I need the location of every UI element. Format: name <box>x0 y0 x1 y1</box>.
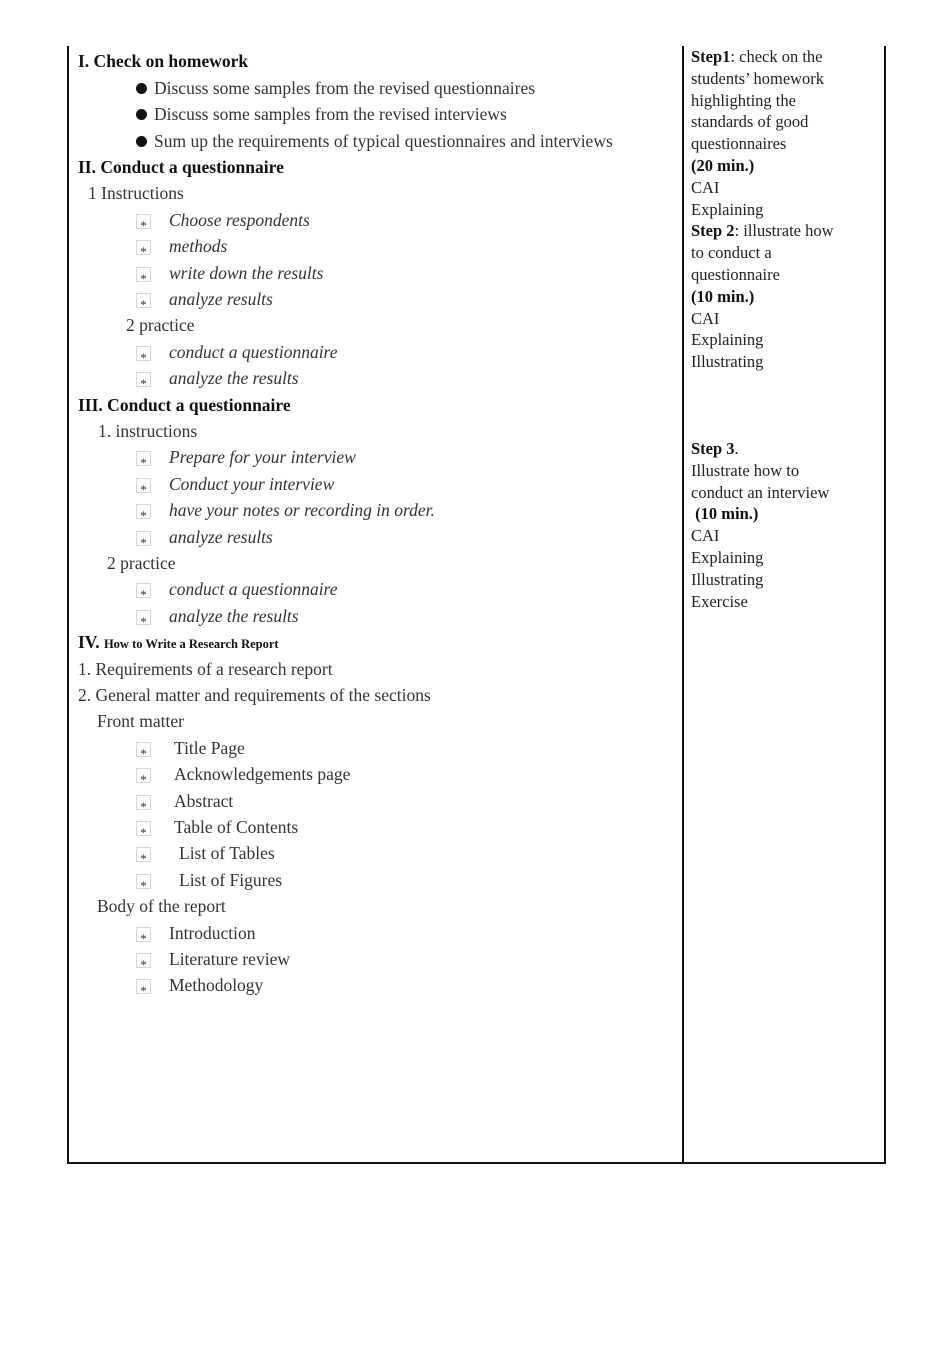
list-item: Introduction <box>169 923 256 943</box>
asterisk-marker-icon: * <box>136 821 151 836</box>
subsection-label: 2 practice <box>126 315 195 335</box>
list-item: Choose respondents <box>169 210 310 230</box>
asterisk-marker-icon: * <box>136 214 151 229</box>
bullet-item: Discuss some samples from the revised questionnaires <box>136 77 535 99</box>
bullet-dot-icon <box>136 109 147 120</box>
list-item: analyze the results <box>169 368 299 388</box>
subsection-label: 1 Instructions <box>88 183 184 203</box>
list-item: conduct a questionnaire <box>169 342 338 362</box>
list-item: analyze results <box>169 527 273 547</box>
list-item: write down the results <box>169 263 324 283</box>
asterisk-marker-icon: * <box>136 795 151 810</box>
step-1-block: Step1: check on the students’ homework highlighting the standards of good questionnaires (20 min.) CAI Explaining <box>691 47 825 219</box>
asterisk-marker-icon: * <box>136 742 151 757</box>
asterisk-marker-icon: * <box>136 927 151 942</box>
asterisk-marker-icon: * <box>136 874 151 889</box>
asterisk-marker-icon: * <box>136 531 151 546</box>
list-item: have your notes or recording in order. <box>169 500 435 520</box>
list-item: conduct a questionnaire <box>169 579 338 599</box>
list-item: Prepare for your interview <box>169 447 356 467</box>
report-line: 2. General matter and requirements of the sections <box>78 685 431 705</box>
subsection-label: 1. instructions <box>98 421 198 441</box>
asterisk-marker-icon: * <box>136 953 151 968</box>
bullet-dot-icon <box>136 83 147 94</box>
asterisk-marker-icon: * <box>136 293 151 308</box>
list-item: analyze results <box>169 289 273 309</box>
step-2-block: Step 2: illustrate how to conduct a questionnaire (10 min.) CAI Explaining Illustrating <box>691 221 834 372</box>
asterisk-marker-icon: * <box>136 372 151 387</box>
asterisk-marker-icon: * <box>136 583 151 598</box>
asterisk-marker-icon: * <box>136 267 151 282</box>
section-heading-questionnaire: II. Conduct a questionnaire <box>78 157 284 177</box>
list-item: List of Tables <box>179 843 275 863</box>
asterisk-marker-icon: * <box>136 240 151 255</box>
subsection-label: Body of the report <box>97 896 226 916</box>
section-heading-questionnaire-2: III. Conduct a questionnaire <box>78 395 291 415</box>
list-item: Abstract <box>174 791 234 811</box>
subsection-label: 2 practice <box>107 553 176 573</box>
asterisk-marker-icon: * <box>136 504 151 519</box>
list-item: List of Figures <box>179 870 283 890</box>
bullet-dot-icon <box>136 136 147 147</box>
report-line: 1. Requirements of a research report <box>78 659 333 679</box>
list-item: analyze the results <box>169 606 299 626</box>
list-item: methods <box>169 236 228 256</box>
asterisk-marker-icon: * <box>136 979 151 994</box>
list-item: Title Page <box>174 738 245 758</box>
column-divider <box>682 46 684 1162</box>
asterisk-marker-icon: * <box>136 478 151 493</box>
asterisk-marker-icon: * <box>136 346 151 361</box>
list-item: Acknowledgements page <box>174 764 351 784</box>
list-item: Methodology <box>169 975 264 995</box>
list-item: Conduct your interview <box>169 474 335 494</box>
asterisk-marker-icon: * <box>136 610 151 625</box>
asterisk-marker-icon: * <box>136 847 151 862</box>
lesson-plan-table <box>67 46 886 1164</box>
subsection-label: Front matter <box>97 711 184 731</box>
section-heading-homework: I. Check on homework <box>78 51 249 71</box>
list-item: Literature review <box>169 949 290 969</box>
method-column <box>691 46 876 612</box>
section-heading-research-report: IV. How to Write a Research Report <box>78 632 279 652</box>
step-3-block: Step 3. Illustrate how to conduct an interview (10 min.) CAI Explaining Illustrating Exercise <box>691 438 830 611</box>
asterisk-marker-icon: * <box>136 451 151 466</box>
bullet-item: Sum up the requirements of typical questionnaires and interviews <box>136 130 613 152</box>
asterisk-marker-icon: * <box>136 768 151 783</box>
list-item: Table of Contents <box>174 817 299 837</box>
bullet-item: Discuss some samples from the revised interviews <box>136 103 507 125</box>
